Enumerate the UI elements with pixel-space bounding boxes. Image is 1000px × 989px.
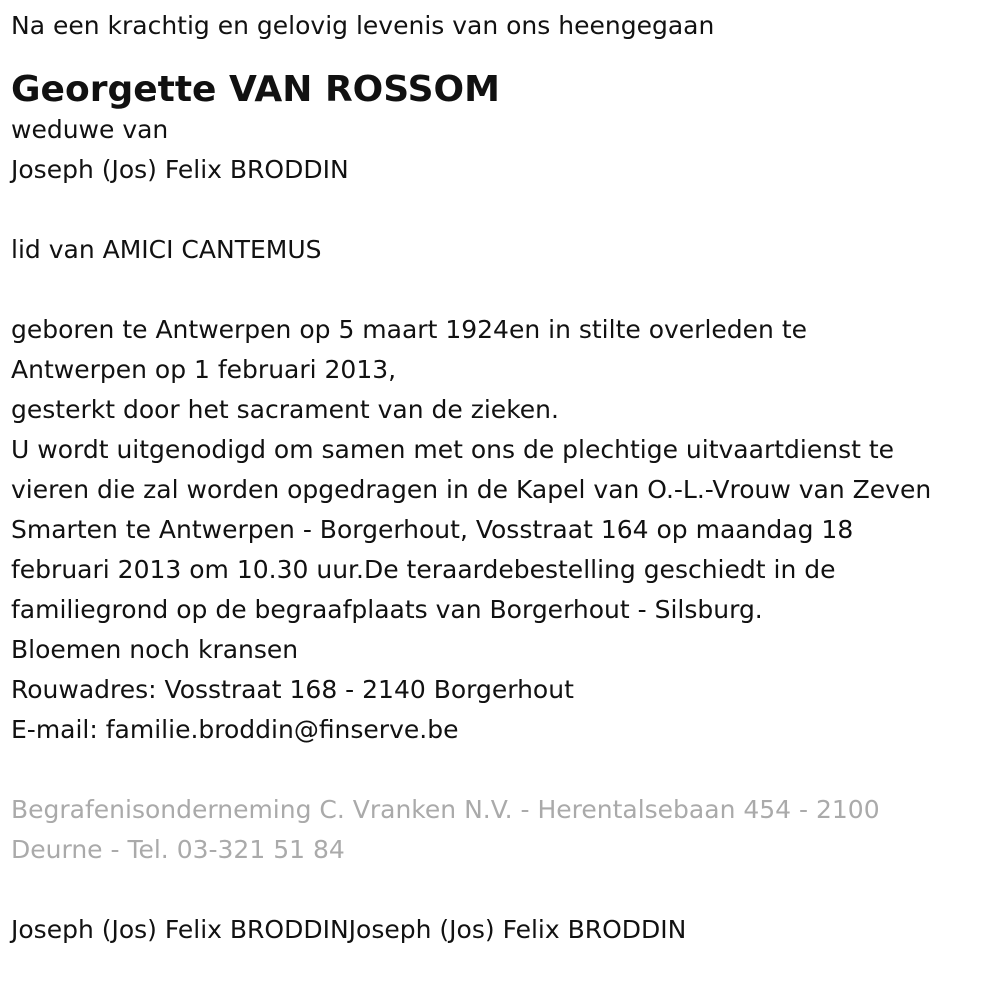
email-text: E-mail: familie.broddin@finserve.be xyxy=(11,715,459,744)
footer-names: Joseph (Jos) Felix BRODDINJoseph (Jos) Felix BRODDIN xyxy=(11,915,687,944)
invitation-line-4: februari 2013 om 10.30 uur.De teraardebestelling geschiedt in de xyxy=(11,555,836,584)
mourning-address: Rouwadres: Vosstraat 168 - 2140 Borgerhout xyxy=(11,675,574,704)
spacer xyxy=(11,750,989,790)
invitation-line-5: familiegrond op de begraafplaats van Borgerhout - Silsburg. xyxy=(11,595,763,624)
invitation-line-2: vieren die zal worden opgedragen in de Kapel van O.-L.-Vrouw van Zeven xyxy=(11,475,932,504)
intro-text: Na een krachtig en gelovig levenis van ons heengegaan xyxy=(11,11,715,40)
relation-label: weduwe van xyxy=(11,115,169,144)
undertaker-line-1: Begrafenisonderneming C. Vranken N.V. - Herentalsebaan 454 - 2100 xyxy=(11,795,880,824)
undertaker-line-2: Deurne - Tel. 03-321 51 84 xyxy=(11,835,345,864)
invitation-line-1: U wordt uitgenodigd om samen met ons de plechtige uitvaartdienst te xyxy=(11,435,895,464)
spacer xyxy=(11,190,989,230)
sacrament-text: gesterkt door het sacrament van de zieken. xyxy=(11,395,559,424)
flowers-text: Bloemen noch kransen xyxy=(11,635,299,664)
birth-death-line-1: geboren te Antwerpen op 5 maart 1924en in stilte overleden te xyxy=(11,315,808,344)
membership-text: lid van AMICI CANTEMUS xyxy=(11,235,322,264)
spouse-name: Joseph (Jos) Felix BRODDIN xyxy=(11,155,349,184)
spacer xyxy=(11,270,989,310)
birth-death-line-2: Antwerpen op 1 februari 2013, xyxy=(11,355,397,384)
spacer xyxy=(11,870,989,910)
deceased-name: Georgette VAN ROSSOM xyxy=(11,69,500,110)
invitation-line-3: Smarten te Antwerpen - Borgerhout, Vosstraat 164 op maandag 18 xyxy=(11,515,854,544)
